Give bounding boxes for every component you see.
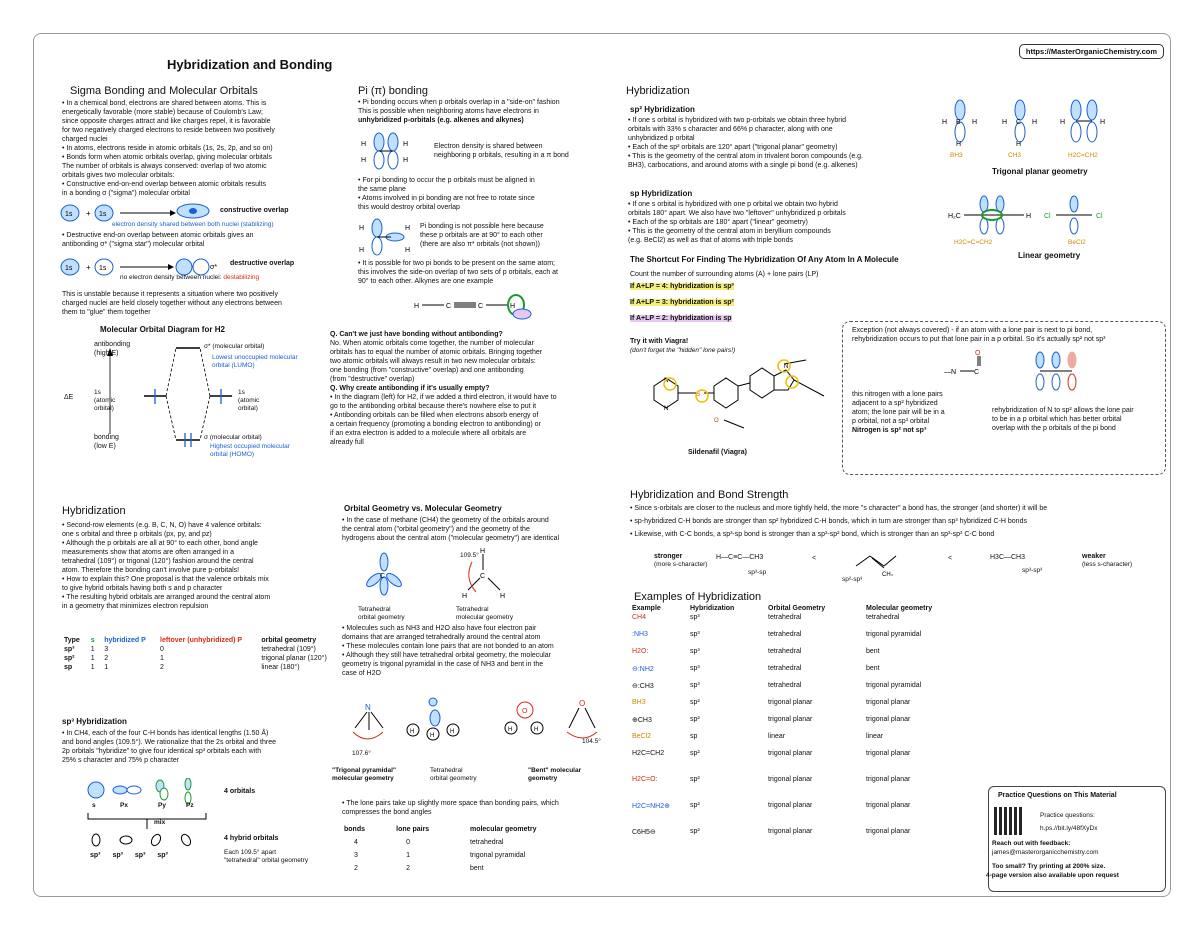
print-tip: Too small? Try printing at 200% size. (992, 863, 1106, 870)
svg-text:H: H (1002, 119, 1008, 126)
rule-sp: If A+LP = 2: hybridization is sp (630, 315, 732, 322)
svg-text:H: H (405, 247, 411, 254)
ch3-cation-label: CH3 (1008, 152, 1022, 159)
svg-text:H: H (359, 247, 365, 254)
page-title: Hybridization and Bonding (167, 57, 333, 72)
ethylene-label: H2C=CH2 (1068, 152, 1098, 159)
pi-not-possible-text: Pi bonding is not possible here because these p orbitals are at 90° to each other (there are also π* orbitals (not shown)) (420, 223, 544, 248)
feedback-email[interactable]: james@masterorganicchemistry.com (992, 849, 1099, 856)
svg-text:H: H (1016, 141, 1022, 148)
bh3-label: BH3 (950, 152, 963, 159)
mo-left-1s: 1s (atomic orbital) (94, 389, 116, 412)
svg-text:H: H (430, 733, 435, 739)
svg-text:H: H (1026, 213, 1032, 220)
practice-title: Practice Questions on This Material (998, 792, 1117, 799)
mo-diagram-title: Molecular Orbital Diagram for H2 (100, 325, 225, 334)
mo-homo-label: Highest occupied molecular orbital (HOMO) (210, 443, 290, 458)
bond-strength-title: Hybridization and Bond Strength (630, 489, 789, 501)
ethane-mol: H3C—CH3 (990, 554, 1026, 561)
table-row: CH4 sp³ tetrahedral tetrahedral (632, 614, 900, 621)
svg-text:H: H (450, 729, 455, 735)
sp3-title: sp³ Hybridization (62, 717, 127, 726)
table-row: ⊖:CH3 sp³ tetrahedral trigonal pyramidal (632, 682, 922, 690)
sildenafil-structure (634, 356, 844, 446)
each-apart-note: Each 109.5° apart "tetrahedral" orbital geometry (224, 849, 309, 864)
table-row: sp³ 1 3 0 tetrahedral (109°) (64, 646, 316, 653)
mo-delta-e: ΔE (64, 394, 74, 401)
svg-text:H: H (403, 157, 409, 164)
svg-text:H: H (403, 141, 409, 148)
table-row: sp 1 1 2 linear (180°) (64, 664, 300, 671)
constructive-note: electron density shared between both nuclei (stabilizing) (112, 221, 274, 228)
sp2-text: • If one s orbital is hybridized with two p-orbitals we obtain three hybrid orbitals with 33% s character and 66% p character, along with one unhybridized p orbital • Each of the sp² orbitals are 120° apart ("trigonal planar" geometry) • This is the geometry of the central atom in trivalent boron compounds (e.g. BH3), carbocations, and around atoms with a single pi bond (e.g. alkenes) (628, 117, 863, 169)
table-row: H2C=NH2⊕ sp² trigonal planar trigonal planar (632, 802, 911, 810)
pi-section-title: Pi (π) bonding (358, 85, 428, 97)
svg-text:H: H (510, 303, 516, 310)
svg-text:H: H (410, 729, 415, 735)
destructive-intro: • Destructive end-on overlap between atomic orbitals gives an antibonding σ* ("sigma star") molecular orbital (62, 232, 254, 248)
svg-text:O: O (714, 418, 719, 424)
pi-two-pi-text: • It is possible for two pi bonds to be present on the same atom; this involves the side-on overlap of two sets of p orbitals, each at 90° to each other. Alkynes are one example (358, 260, 558, 285)
viagra-title: Try it with Viagra! (630, 338, 689, 345)
table-row: :NH3 sp³ tetrahedral trigonal pyramidal (632, 631, 922, 638)
svg-text:H: H (359, 225, 365, 232)
alkyne-drawing (414, 290, 534, 326)
sigma-section-title: Sigma Bonding and Molecular Orbitals (70, 85, 258, 97)
svg-text:O: O (975, 350, 981, 357)
table-row: BH3 sp² trigonal planar trigonal planar (632, 699, 911, 706)
practice-link[interactable]: h.ps.//bit.ly/48fXyDx (1040, 825, 1098, 832)
exception-right-note: rehybridization of N to sp² allows the lone pair to be in a p orbital which has better orbital overlap with the p orbitals of the pi bond (992, 407, 1134, 432)
svg-text:1s: 1s (99, 265, 107, 272)
less-than-2: < (948, 555, 953, 562)
constructive-label: constructive overlap (220, 207, 289, 214)
linear-molecules (944, 194, 1114, 244)
svg-text:H: H (361, 141, 367, 148)
ethane-tag: sp³-sp³ (1022, 567, 1043, 574)
table-row: C6H5⊖ sp² trigonal planar trigonal planar (632, 828, 911, 836)
pi-aligned-text: • For pi bonding to occur the p orbitals must be aligned in the same plane • Atoms involved in pi bonding are not free to rotate since this would destroy orbital overlap (358, 177, 535, 211)
table-row: H2C=O: sp² trigonal planar trigonal planar (632, 776, 911, 783)
sp3-labels: sp³ sp³ sp³ sp³ (90, 852, 168, 859)
cheat-sheet (33, 33, 1171, 897)
svg-text:N: N (664, 378, 669, 384)
tetrahedral-orbital-caption: Tetrahedral orbital geometry (358, 606, 405, 621)
svg-text:+: + (86, 263, 91, 272)
rule-sp2: If A+LP = 3: hybridization is sp² (630, 299, 734, 306)
svg-text:C: C (974, 369, 980, 376)
svg-text:H: H (956, 141, 962, 148)
mix-bracket (84, 811, 214, 831)
svg-text:1s: 1s (65, 211, 73, 218)
orbital-label-pz: Pz (186, 802, 194, 809)
four-orbitals-label: 4 orbitals (224, 788, 256, 795)
table-row: ⊖:NH2 sp³ tetrahedral bent (632, 665, 880, 673)
svg-text:H: H (361, 157, 367, 164)
table-row: H2O: sp³ tetrahedral bent (632, 648, 880, 655)
twisted-p-orbitals-drawing (357, 216, 413, 256)
propene-tag: sp²-sp³ (842, 576, 863, 583)
svg-text:C: C (478, 303, 484, 310)
table-row: BeCl2 sp linear linear (632, 733, 884, 740)
svg-text:H: H (508, 727, 513, 733)
viagra-subtitle: (don't forget the "hidden" lone pairs!) (630, 347, 736, 354)
allene-label: H2C=C=CH2 (954, 239, 993, 246)
svg-text:S: S (696, 392, 701, 398)
svg-text:—N: —N (944, 369, 957, 376)
four-page-note: 4-page version also available upon request (986, 872, 1119, 879)
hyb-left-text: • Second-row elements (e.g. B, C, N, O) have 4 valence orbitals: one s orbital and three p orbitals (px, py, and pz) • Although the p orbitals are all at 90° to each other, bond angle measurements show that atoms are often arranged in a tetrahedral (109°) or trigonal (120°) fashion around the central atom. Therefore the bonding can't involve pure p-orbitals! • How to explain this? One proposal is that the valence orbitals mix to give hybrid orbitals having both s and p character • The resulting hybrid orbitals are arranged around the central atom in a geometry that minimizes electron repulsion (62, 522, 271, 610)
sp-title: sp Hybridization (630, 189, 693, 198)
pi-shared-text: Electron density is shared between neighboring p orbitals, resulting in a π bond (434, 143, 569, 159)
svg-text:CH₃: CH₃ (882, 572, 894, 576)
svg-text:B: B (956, 119, 961, 126)
mo-antibonding-label: antibonding (high E) (94, 341, 131, 357)
examples-table: Example Hybridization Orbital Geometry Molecular geometry CH4 sp³ tetrahedral tetrahedral :NH3 sp³ tetrahedral trigonal pyramidal H2O: sp³ tetrahedral bent ⊖:NH2 sp³ tetrahedral bent ⊖:CH3 sp³ tetrahedral trigonal pyramidal BH3 sp² trigonal planar trigonal planar ⊕CH3 sp² trigonal planar trigonal planar BeCl2 sp linear linear H2C=CH2 sp² trigonal planar trigonal planar H2C=O: sp² trigonal planar trigonal planar H2C=NH2⊕ sp² trigonal planar trigonal planar C6H5⊖ sp² trigonal planar trigonal planar (628, 604, 978, 853)
weaker-label: weaker (less s-character) (1082, 553, 1133, 568)
svg-text:N: N (664, 406, 669, 412)
tetrahedral-orbital-caption-2: Tetrahedral orbital geometry (430, 767, 477, 782)
table-row: 2 2 bent (354, 865, 484, 872)
mo-lumo-label: Lowest unoccupied molecular orbital (LUMO) (212, 354, 298, 369)
four-hybrid-label: 4 hybrid orbitals (224, 835, 279, 842)
trigonal-planar-caption: Trigonal planar geometry (992, 167, 1088, 176)
svg-text:O: O (579, 699, 586, 708)
exception-text: Exception (not always covered) - if an atom with a lone pair is next to pi bond, rehybridization occurs to put that lone pair in a p orbital. So it's actually sp² not sp³ (852, 327, 1106, 343)
tetrahedral-molecular-caption: Tetrahedral molecular geometry (456, 606, 514, 621)
svg-text:σ*: σ* (210, 264, 218, 271)
shortcut-count: Count the number of surrounding atoms (A) + lone pairs (LP) (630, 271, 819, 278)
bonds-lone-pairs-table: bonds lone pairs molecular geometry 4 0 tetrahedral 3 1 trigonal pyramidal 2 2 bent (340, 825, 600, 873)
geometry-text: • In the case of methane (CH4) the geometry of the orbitals around the central atom ("orbital geometry") and the geometry of the hydrogens about the central atom ("molecular geometry") are identical (342, 517, 560, 542)
pi-intro: • Pi bonding occurs when p orbitals overlap in a "side-on" fashion This is possible when neighboring atoms have electrons in unhybridized p-orbitals (e.g. alkenes and alkynes) (358, 99, 560, 124)
table-row: 3 1 trigonal pyramidal (354, 852, 526, 859)
svg-text:N: N (365, 703, 371, 712)
hybrid-orbitals-drawing (86, 832, 206, 850)
less-than-1: < (812, 555, 817, 562)
svg-text:C: C (380, 573, 386, 580)
mo-sigma-star-label: σ* (molecular orbital) (204, 343, 265, 350)
sp2-title: sp² Hybridization (630, 105, 695, 114)
exception-left-note: this nitrogen with a lone pairs adjacent to a sp² hybridized atom; the lone pair will be in a p orbital, not a sp³ orbital Nitrogen is sp² not sp³ (852, 391, 945, 434)
svg-text:C: C (1016, 119, 1022, 126)
destructive-note: no electron density between nuclei: destabilizing (120, 274, 260, 281)
bond-strength-text: • Since s-orbitals are closer to the nucleus and more tightly held, the more "s character" a bond has, the stronger (and shorter) it will be • sp-hybridized C-H bonds are stronger than sp² hybridized C-H bonds, which in turn are stronger than sp³ hybridized C-H bonds • Likewise, with C-C bonds, a sp³-sp bond is stronger than a sp³-sp² bond, which is stronger than an sp³-sp³ C-C bond (630, 505, 1048, 538)
lone-pair-text: • The lone pairs take up slightly more space than bonding pairs, which compresses the bond angles (342, 800, 559, 816)
sildenafil-label: Sildenafil (Viagra) (688, 449, 747, 456)
svg-text:1s: 1s (99, 211, 107, 218)
svg-text:H: H (480, 548, 486, 555)
geometry-text-2: • Molecules such as NH3 and H2O also have four electron pair domains that are arranged tetrahedrally around the central atom • These molecules contain lone pairs that are not bonded to an atom • Although they still have tetrahedral orbital geometry, the molecular geometry is trigonal pyramidal in the case of NH3 and bent in the case of H2O (342, 625, 554, 677)
table-row: sp² 1 2 1 trigonal planar (120°) (64, 655, 327, 662)
orbital-label-s: s (92, 802, 96, 809)
hybridization-type-table: Type s hybridized P leftover (unhybridized) P orbital geometry sp³ 1 3 0 tetrahedral (109°) sp² 1 2 1 trigonal planar (120°) sp 1 1 2 linear (180°) (60, 636, 340, 672)
mix-label: mix (154, 819, 166, 826)
table-row: 4 0 tetrahedral (354, 839, 504, 846)
geometry-title: Orbital Geometry vs. Molecular Geometry (344, 504, 502, 513)
svg-text:H: H (534, 727, 539, 733)
svg-text:H: H (500, 593, 506, 600)
svg-text:H: H (972, 119, 978, 126)
svg-text:H: H (1100, 119, 1106, 126)
svg-text:H: H (942, 119, 948, 126)
svg-text:C: C (480, 573, 486, 580)
source-url[interactable]: https://MasterOrganicChemistry.com (1019, 44, 1164, 59)
propene-drawing (852, 546, 898, 576)
table-row: ⊕CH3 sp² trigonal planar trigonal planar (632, 716, 911, 724)
bent-caption: "Bent" molecular geometry (528, 767, 582, 782)
unstable-text: This is unstable because it represents a situation where two positively charged nuclei are held closely together without any electrons between them to "glue" them together (62, 291, 282, 316)
svg-text:H: H (1060, 119, 1066, 126)
svg-text:H: H (1032, 119, 1038, 126)
shortcut-title: The Shortcut For Finding The Hybridization Of Any Atom In A Molecule (630, 255, 899, 264)
mo-bonding-label: bonding (low E) (94, 434, 119, 450)
pi-qa: Q. Can't we just have bonding without antibonding? No. When atomic orbitals come together, the number of molecular orbitals has to equal the number of atomic orbitals. Bringing together two atomic orbitals will always result in two new molecular orbitals: one bonding (from "constructive" overlap) and one antibonding (from "destructive" overlap) Q. Why create antibonding if it's usually empty? • In the diagram (left) for H2, if we added a third electron, it would have to go to the antibonding orbital because there's nowhere else to put it • Antibonding orbitals can be filled when electrons absorb energy of a certain frequency (promoting a bonding electron to antibonding) or if an extra electron is added to a molecule where all orbitals are already full (330, 331, 557, 446)
svg-text:Cl: Cl (1096, 213, 1103, 220)
hyb-left-title: Hybridization (62, 505, 126, 517)
svg-text:1s: 1s (65, 265, 73, 272)
svg-text:H: H (405, 225, 411, 232)
qr-code-icon[interactable] (994, 807, 1022, 835)
destructive-label: destructive overlap (230, 260, 295, 267)
hyb-right-title: Hybridization (626, 85, 690, 97)
methane-angle-label: 109.5° (460, 552, 479, 559)
svg-text:H: H (462, 593, 468, 600)
sigma-text: • In a chemical bond, electrons are shared between atoms. This is energetically favorable (more stable) because of Coulomb's Law; since opposite charges attract and like charges repel, it is favorable for two negatively charged electrons to reside between two positively charged nuclei • In atoms, electrons reside in atomic orbitals (1s, 2s, 2p, and so on) • Bonds form when atomic orbitals overlap, giving molecular orbitals The number of orbitals is always conserved: overlap of two atomic orbitals gives two molecular orbitals: • Constructive end-on-end overlap between atomic orbitals results in a bonding σ ("sigma") molecular orbital (62, 100, 275, 197)
svg-text:C: C (446, 303, 452, 310)
orbital-label-py: Py (158, 802, 166, 809)
mo-right-1s: 1s (atomic orbital) (238, 389, 260, 412)
svg-text:N: N (784, 364, 789, 370)
svg-text:O: O (522, 708, 528, 715)
table-row: H2C=CH2 sp² trigonal planar trigonal planar (632, 750, 911, 757)
svg-text:+: + (86, 209, 91, 218)
svg-text:H₂C: H₂C (948, 213, 961, 220)
h2o-angle-label: 104.5° (582, 738, 601, 745)
sp-text: • If one s orbital is hybridized with one p orbital we obtain two hybrid orbitals 180° apart. We also have two "leftover" unhybridized p orbitals • Each of the sp orbitals are 180° apart ("linear" geometry) • This is the geometry of the central atom in beryllium compounds (e.g. BeCl2) as well as that of atoms with triple bonds (628, 201, 846, 244)
practice-label: Practice questions: (1040, 812, 1095, 819)
pi-bond-orbital-drawing (357, 132, 413, 172)
stronger-label: stronger (more s-character) (654, 553, 708, 568)
svg-text:H: H (414, 303, 420, 310)
orbital-label-px: Px (120, 802, 128, 809)
sp3-text: • In CH4, each of the four C-H bonds has identical lengths (1.50 Å) and bond angles (109.5°). We rationalize that the 2s orbital and three 2p orbitals "hybridize" to give four identical sp³ orbitals each with 25% s character and 75% p character (62, 730, 276, 764)
propyne-tag: sp³-sp (748, 569, 767, 576)
examples-title: Examples of Hybridization (634, 591, 762, 603)
nh3-angle-label: 107.6° (352, 750, 371, 757)
rule-sp3: If A+LP = 4: hybridization is sp³ (630, 283, 734, 290)
propyne-mol: H—C≡C—CH3 (716, 554, 764, 561)
mo-sigma-label: σ (molecular orbital) (204, 434, 262, 441)
becl2-label: BeCl2 (1068, 239, 1086, 246)
feedback-label: Reach out with feedback: (992, 840, 1071, 847)
linear-caption: Linear geometry (1018, 251, 1081, 260)
svg-text:Cl: Cl (1044, 213, 1051, 220)
nh3-h2o-drawings (339, 694, 609, 758)
trigonal-pyramidal-caption: "Trigonal pyramidal" molecular geometry (332, 767, 396, 782)
amide-structures (940, 350, 1100, 394)
